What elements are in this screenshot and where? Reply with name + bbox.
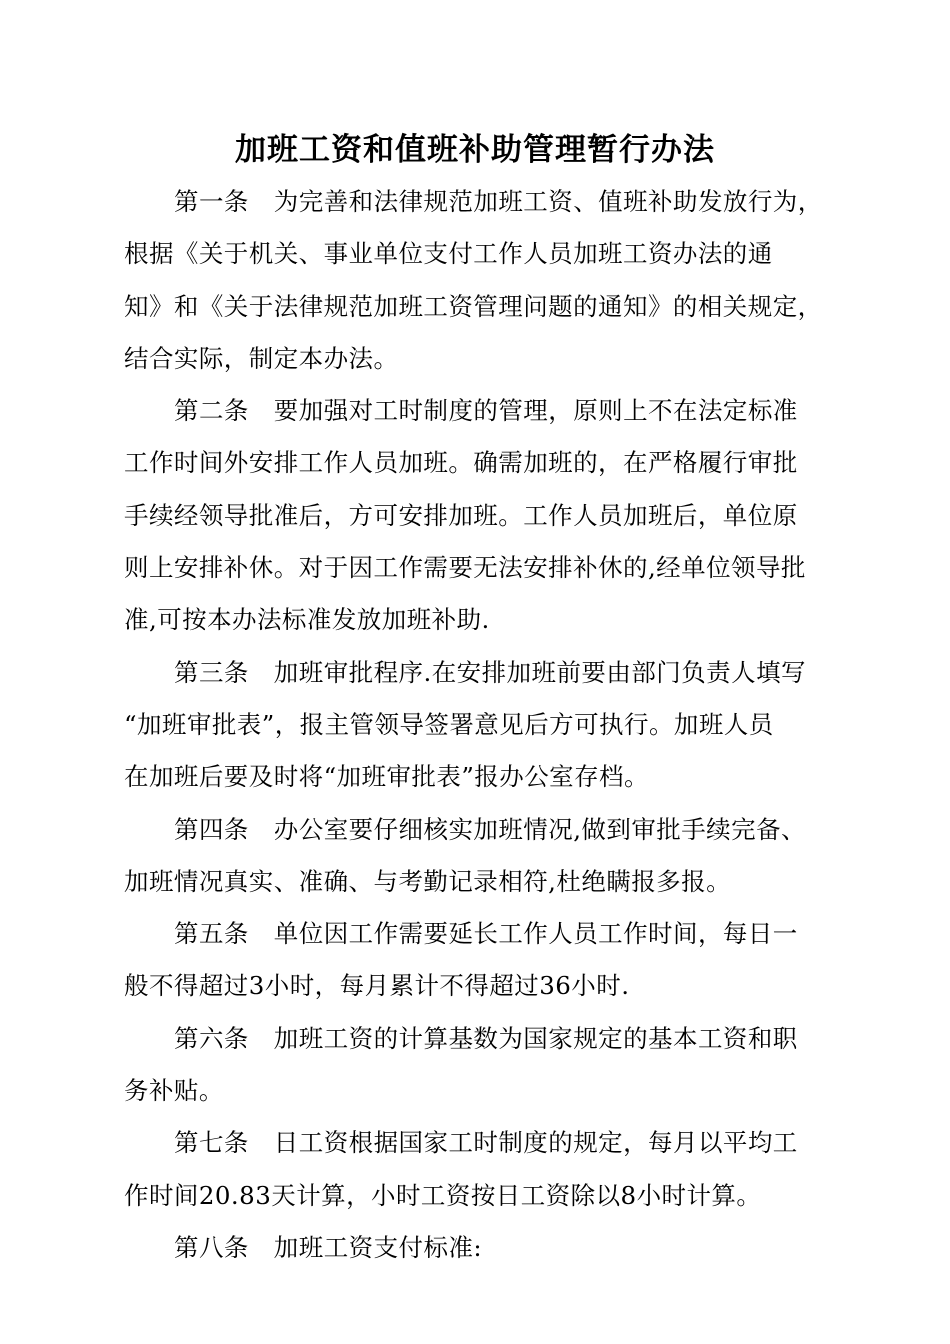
- document-title: 加班工资和值班补助管理暂行办法: [235, 132, 715, 168]
- article-3-line-2: “加班审批表”，报主管领导签署意见后方可执行。加班人员: [124, 709, 774, 739]
- article-3-line-3: 在加班后要及时将“加班审批表”报办公室存档。: [124, 762, 649, 792]
- article-4-line-1: 第四条 办公室要仔细核实加班情况,做到审批手续完备、: [174, 814, 806, 844]
- article-1-line-2: 根据《关于机关、事业单位支付工作人员加班工资办法的通: [124, 239, 773, 269]
- article-2-line-1: 第二条 要加强对工时制度的管理，原则上不在法定标准: [174, 396, 798, 426]
- article-7-line-1: 第七条 日工资根据国家工时制度的规定，每月以平均工: [174, 1128, 798, 1158]
- article-2-line-4: 则上安排补休。对于因工作需要无法安排补休的,经单位领导批: [124, 553, 806, 583]
- article-3-line-1: 第三条 加班审批程序.在安排加班前要由部门负责人填写: [174, 657, 806, 687]
- article-2-line-5: 准,可按本办法标准发放加班补助.: [124, 605, 490, 635]
- article-2-line-3: 手续经领导批准后，方可安排加班。工作人员加班后，单位原: [124, 500, 798, 530]
- article-5-line-1: 第五条 单位因工作需要延长工作人员工作时间，每日一: [174, 919, 798, 949]
- article-6-line-1: 第六条 加班工资的计算基数为国家规定的基本工资和职: [174, 1023, 798, 1053]
- article-5-line-2: 般不得超过3小时，每月累计不得超过36小时.: [124, 971, 630, 1001]
- article-4-line-2: 加班情况真实、准确、与考勤记录相符,杜绝瞒报多报。: [124, 866, 732, 896]
- article-2-line-2: 工作时间外安排工作人员加班。确需加班的，在严格履行审批: [124, 448, 798, 478]
- article-8-line-1: 第八条 加班工资支付标准:: [174, 1232, 483, 1262]
- document-body: [124, 176, 836, 1274]
- article-1-line-1: 第一条 为完善和法律规范加班工资、值班补助发放行为，: [174, 187, 823, 216]
- article-1-line-3: 知》和《关于法律规范加班工资管理问题的通知》的相关规定，: [124, 291, 823, 321]
- article-7-line-2: 作时间20.83天计算，小时工资按日工资除以8小时计算。: [124, 1180, 762, 1210]
- article-6-line-2: 务补贴。: [124, 1076, 224, 1106]
- article-1-line-4: 结合实际，制定本办法。: [124, 343, 399, 373]
